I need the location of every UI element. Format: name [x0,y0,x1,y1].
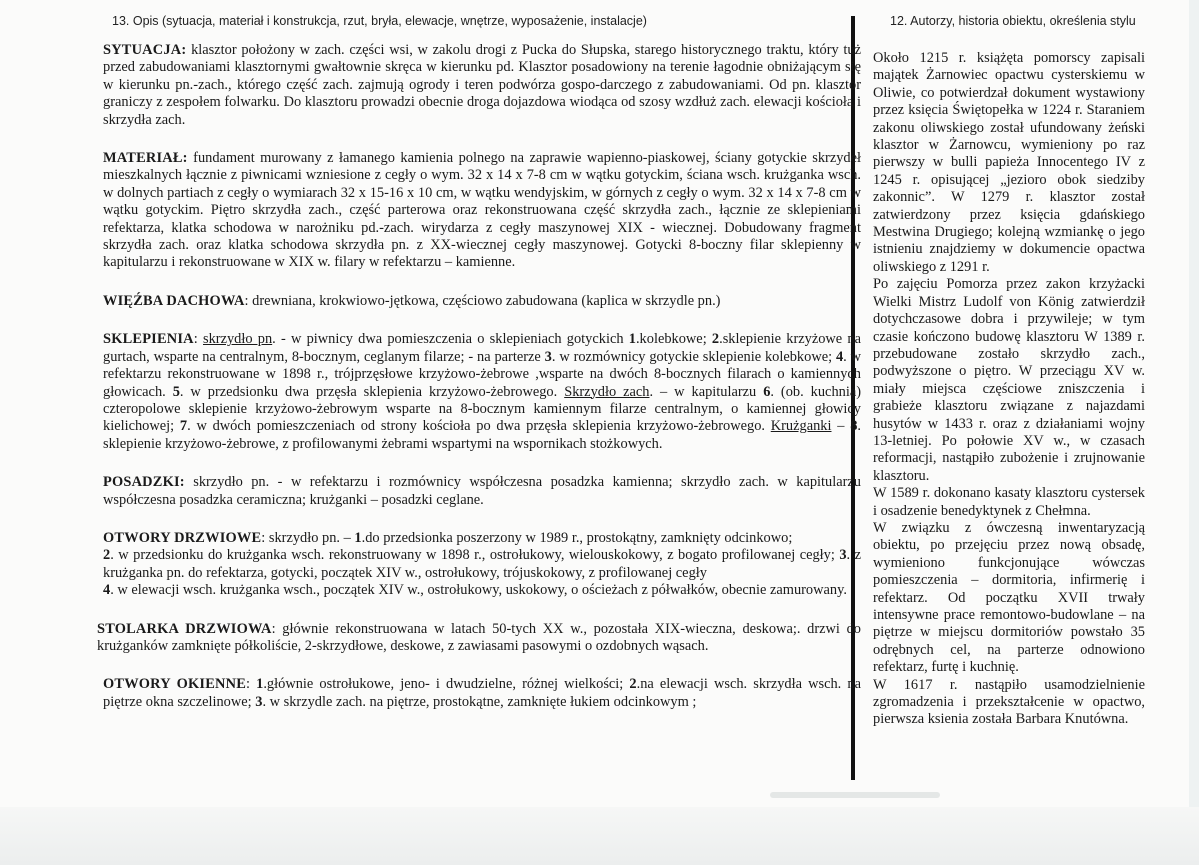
text-fragment: : [246,676,257,693]
item-number: 4 [835,348,844,365]
heading-otwory-drzwiowe: OTWORY DRZWIOWE [103,529,262,546]
history-paragraph: W 1617 r. nastąpiło usamodzielnienie zgromadzenia i przekształcenie w opactwo, pierwsza ksienia została Barbara Knutówna. [873,676,1145,728]
text-fragment: . w skrzydle zach. na piętrze, prostokątne, zamknięte łukiem odcinkowym ; [262,693,697,710]
heading-otwory-okienne: OTWORY OKIENNE [103,676,247,693]
history-paragraph: W związku z ówczesną inwentaryzacją obiektu, po przejęciu przez nową obsadę, wymieniono funkcjonujące wówczas pomieszczenia – dormitoria, infirmerię i refektarz. Od początku XVII trwały intensywne prace remontowo-budowlane – na piętrze w miejscu dormitoriów powstało 35 odrębnych cel, na parterze odnowiono refektarz, furtę i kuchnię. [873,519,1145,676]
item-number: 3 [255,693,263,710]
text-sytuacja: klasztor położony w zach. części wsi, w zakolu drogi z Pucka do Słupska, starego historycznego traktu, który tuż przed zabudowaniami klasztornymi gwałtownie skręca w kierunku pd. Klasztor posadowiony na terenie łagodnie obniżającym się w kierunku pn.-zach., którego część zach. zajmują ogrody i teren podwórza gospo-darczego z zabudowaniami. Od pn. klasztor graniczy z zespołem folwarku. Do klasztoru prowadzi obecnie droga dojazdowa wiodąca od szosy wzdłuż zach. elewacji kościoła i skrzydła zach. [103,42,861,128]
underlined-wing-label: Skrzydło zach [564,383,650,400]
text-fragment: . w rozmównicy gotyckie sklepienie kolebkowe; [551,348,836,365]
faint-scan-mark [770,792,940,798]
text-fragment: . sklepienie krzyżowo-żebrowe, z profilowanymi żebrami wspartymi na wspornikach stożkowych. [103,418,862,452]
section-otwory-drzwiowe [103,530,861,600]
section-material [103,150,861,272]
text-fragment: : [193,331,203,348]
item-number: 2 [711,331,720,348]
description-column [97,42,862,711]
text-material: fundament murowany z łamanego kamienia polnego na zaprawie wapienno-piaskowej, ściany gotyckie skrzydeł mieszkalnych łącznie z piwnicami wzniesione z cegły o wym. 32 x 14 x 7-8 cm w wątku gotyckim, ściana wsch. krużganka wsch. w dolnych partiach z cegły o wymiarach 32 x 15-16 x 10 cm, w wątku wendyjskim, w górnych z cegły o wym. 32 x 14 x 7-8 cm w wątku gotyckim. Piętro skrzydła zach., część parterowa oraz rekonstruowana część skrzydła zach., łącznie ze sklepieniami refektarza, klatka schodowa w narożniku pd.-zach. wirydarza z cegły maszynowej XIX - wiecznej. Dobudowany fragment skrzydła zach. oraz klatka schodowa skrzydła pn. z XX-wiecznej cegły maszynowej. Gotycki 8-boczny filar sklepienny w kapitularzu i rekonstruowane w XIX w. filary w refektarzu – kamienne. [103,150,861,271]
scan-bottom-margin [0,807,1199,865]
text-fragment: . z krużganka pn. do refektarza, gotycki, początek XIV w., ostrołukowy, trójuskokowy, z profilowanej cegły [103,547,861,581]
scan-edge [1189,0,1199,865]
text-fragment: . w przedsionku do krużganka wsch. rekonstruowany w 1898 r., ostrołukowy, wielouskokowy, z bogato profilowanej cegły; [110,547,840,564]
text-fragment: : skrzydło pn. – [261,529,355,546]
section-stolarka [97,621,861,656]
text-wiezba: : drewniana, krokwiowo-jętkowa, częściowo zabudowana (kaplica w skrzydle pn.) [244,292,721,309]
heading-stolarka: STOLARKA DRZWIOWA [97,620,272,637]
heading-material: MATERIAŁ: [103,150,188,167]
underlined-wing-label: skrzydło pn [203,331,273,348]
history-column [873,50,1145,729]
item-number: 4 [103,582,111,599]
text-fragment: . – w kapitularzu [649,383,764,400]
field-12-header: 12. Autorzy, historia obiektu, określenia stylu [890,14,1136,28]
history-paragraph: W 1589 r. dokonano kasaty klasztoru cystersek i osadzenie benedyktynek z Chełmna. [873,485,1145,519]
text-fragment: .na elewacji wsch. skrzydła wsch. na piętrze okna szczelinowe; [103,676,861,710]
section-otwory-okienne [103,676,861,711]
item-number: 3 [839,547,847,564]
heading-wiezba: WIĘŹBA DACHOWA [103,292,245,309]
heading-sklepienia: SKLEPIENIA [103,331,194,348]
text-fragment: .kolebkowe; [635,331,712,348]
text-fragment: .do przedsionka poszerzony w 1989 r., prostokątny, zamknięty odcinkowo; [361,529,793,546]
item-number: 1 [256,676,264,693]
text-posadzki: skrzydło pn. - w refektarzu i rozmównicy współczesna posadzka kamienna; skrzydło zach. w kapitularzu współczesna posadzka ceramiczna; krużganki – posadzki ceglane. [103,474,861,508]
history-paragraph: Około 1215 r. książęta pomorscy zapisali majątek Żarnowiec opactwu cysterskiemu w Oliwie, co potwierdzał dokument wystawiony przez księcia Świętopełka w 1224 r. Staraniem zakonu oliwskiego został ufundowany żeński klasztor w Żarnowcu, wymieniony po raz pierwszy w bulli papieża Innocentego IV z 1245 r. opisującej „jezioro obok siedziby zakonnic”. W 1279 r. klasztor został zatwierdzony przez księcia gdańskiego Mestwina Drugiego; kolejną wzmiankę o jego istnieniu znajdziemy w dokumencie opactwa oliwskiego z 1291 r. [873,50,1145,275]
text-stolarka: : głównie rekonstruowana w latach 50-tych XX w., pozostała XIX-wieczna, deskowa;. drzwi do krużganków zamknięte półkoliście, 2-skrzydłowe, deskowe, z zawiasami pasowymi o ozdobnych wąsach. [97,620,861,654]
field-13-header: 13. Opis (sytuacja, materiał i konstrukcja, rzut, bryła, elewacje, wnętrze, wyposażenie, instalacje) [112,14,647,28]
heading-sytuacja: SYTUACJA: [103,42,187,58]
item-number: 2 [103,547,111,564]
item-number: 7 [179,418,188,435]
text-fragment: . (ob. kuchnia) czteropolowe sklepienie krzyżowo-żebrowym wsparte na 8-bocznym kamiennym filarze centralnym, o kamiennej głowicy kielichowej; [103,383,862,435]
item-number: 1 [354,529,362,546]
text-fragment: . w elewacji wsch. krużganka wsch., początek XIV w., ostrołukowy, uskokowy, o ościeżach z półwałków, obecnie zamurowany. [110,582,847,599]
item-number: 6 [763,383,771,400]
item-number: 3 [544,348,552,365]
text-fragment: . w przedsionku dwa przęsła sklepienia krzyżowo-żebrowego. [179,383,565,400]
heading-posadzki: POSADZKI: [103,474,185,491]
text-fragment: – [831,418,851,435]
section-posadzki [103,474,861,509]
item-number: 1 [628,331,636,348]
section-wiezba [103,293,861,310]
text-fragment: .sklepienie krzyżowe na gurtach, wsparte na centralnym, 8-bocznym, ceglanym filarze; - na parterze [103,331,861,365]
history-paragraph: Po zajęciu Pomorza przez zakon krzyżacki Wielki Mistrz Ludolf von König zatwierdził dotychczasowe dobra i przywileje; w tym czasie kończono budowę klasztoru W 1389 r. przebudowane zostało skrzydło zach., podwyższone o piętro. W przeciągu XV w. miały miejsca częściowe zniszczenia i grabieże klasztoru związane z najazdami husytów w 1433 r. oraz z działaniami wojny 13-letniej. Po połowie XV w., w czasach reformacji, nastąpiło zubożenie i zrujnowanie klasztoru. [873,276,1145,484]
item-number: 2 [629,676,637,693]
item-number: 8 [850,418,858,435]
underlined-wing-label: Krużganki [770,418,832,435]
item-number: 5 [172,383,180,400]
section-sklepienia [103,331,861,453]
section-sytuacja [103,42,861,129]
text-fragment: . w refektarzu rekonstruowane w 1898 r., trójprzęsłowe krzyżowo-żebrowe ,wsparte na dwóch 8-bocznych filarach o kamiennych głowicach. [103,348,861,400]
text-fragment: .głównie ostrołukowe, jeno- i dwudzielne, różnej wielkości; [263,676,630,693]
text-fragment: . w dwóch pomieszczeniach od strony kościoła po dwa przęsła sklepienia krzyżowo-żebrowego. [187,418,771,435]
text-fragment: . - w piwnicy dwa pomieszczenia o sklepieniach gotyckich [272,331,629,348]
